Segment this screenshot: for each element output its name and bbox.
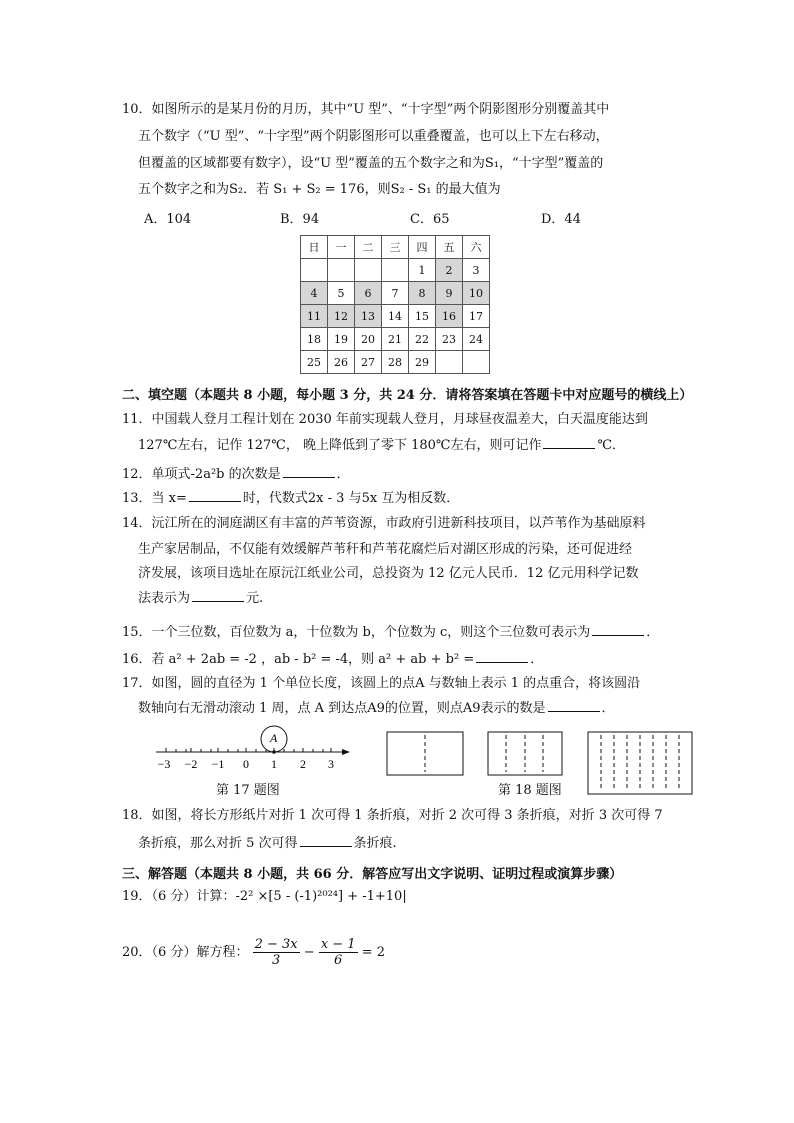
calendar-cell-shaded: 6 xyxy=(355,282,382,305)
q14-line-1: 14．沅江所在的洞庭湖区有丰富的芦苇资源，市政府引进新科技项目，以芦苇作为基础原料 xyxy=(122,516,646,531)
tick-label: 2 xyxy=(300,757,306,771)
calendar-cell-shaded: 16 xyxy=(436,305,463,328)
calendar-cell: 20 xyxy=(355,328,382,351)
q14-text-a: 法表示为 xyxy=(138,591,191,606)
q16-end: ． xyxy=(530,652,544,667)
calendar-cell: 7 xyxy=(382,282,409,305)
q17-line-2 xyxy=(138,699,615,717)
q10-line-4: 五个数字之和为S₂．若 S₁ + S₂ = 176，则S₂ - S₁ 的最大值为 xyxy=(138,182,501,197)
q15-line xyxy=(122,623,659,641)
calendar-header-cell: 一 xyxy=(328,236,355,259)
number-line-figure xyxy=(150,722,360,772)
calendar-cell: 19 xyxy=(328,328,355,351)
calendar-cell: 22 xyxy=(409,328,436,351)
q13-text-a: 13．当 x= xyxy=(122,491,187,506)
calendar-cell: 24 xyxy=(463,328,490,351)
q11-line-1: 11．中国载人登月工程计划在 2030 年前实现载人登月，月球昼夜温差大，白天温度能达到 xyxy=(122,412,648,427)
q13-line xyxy=(122,489,459,507)
q17-text: 数轴向右无滑动滚动 1 周，点 A 到达点A9的位置，则点A9表示的数是 xyxy=(138,701,546,716)
q12-line xyxy=(122,465,350,483)
calendar-cell: 5 xyxy=(328,282,355,305)
section-2-title: 二、填空题（本题共 8 小题，每小题 3 分，共 24 分．请将答案填在答题卡中对应题号的横线上） xyxy=(122,388,693,403)
q10-line-1: 10．如图所示的是某月份的月历，其中“U 型”、“十字型”两个阴影图形分别覆盖其中 xyxy=(122,102,610,117)
q17-end: ． xyxy=(601,701,615,716)
q12-text: 12．单项式-2a²b 的次数是 xyxy=(122,467,281,482)
q14-text-b: 元. xyxy=(246,591,264,606)
calendar-cell xyxy=(382,259,409,282)
q15-answer-blank[interactable] xyxy=(592,623,644,636)
calendar-header-cell: 二 xyxy=(355,236,382,259)
tick-label: 0 xyxy=(243,757,249,771)
calendar-cell xyxy=(301,259,328,282)
q13-answer-blank[interactable] xyxy=(189,489,241,502)
q18-text-b: 条折痕. xyxy=(353,836,397,851)
q18-line-2 xyxy=(138,834,397,852)
calendar-row xyxy=(301,282,490,305)
q11-line-2 xyxy=(138,436,625,454)
calendar-cell: 15 xyxy=(409,305,436,328)
q16-text: 16．若 a² + 2ab = -2 ，ab - b² = -4，则 a² + ab + b² = xyxy=(122,652,475,667)
calendar-cell xyxy=(328,259,355,282)
calendar-cell: 21 xyxy=(382,328,409,351)
calendar-header-cell: 三 xyxy=(382,236,409,259)
q10-option-d: D．44 xyxy=(541,212,581,227)
q15-end: ． xyxy=(646,625,660,640)
q18-text-a: 条折痕，那么对折 5 次可得 xyxy=(138,836,298,851)
q12-answer-blank[interactable] xyxy=(283,465,335,478)
calendar-cell-shaded: 4 xyxy=(301,282,328,305)
calendar-cell: 25 xyxy=(301,351,328,374)
calendar-cell-shaded: 13 xyxy=(355,305,382,328)
q14-answer-blank[interactable] xyxy=(192,589,244,602)
calendar-cell xyxy=(355,259,382,282)
q16-answer-blank[interactable] xyxy=(476,650,528,663)
q14-line-2: 生产家居制品，不仅能有效缓解芦苇秆和芦苇花腐烂后对湖区形成的污染，还可促进经 xyxy=(138,542,633,557)
q10-option-a: A．104 xyxy=(144,212,192,227)
q10-line-3: 但覆盖的区域都要有数字），设“U 型”覆盖的五个数字之和为S₁，“十字型”覆盖的 xyxy=(138,156,604,171)
calendar-cell: 18 xyxy=(301,328,328,351)
calendar-header-cell: 五 xyxy=(436,236,463,259)
calendar-cell: 27 xyxy=(355,351,382,374)
axis-arrow xyxy=(342,749,350,755)
calendar-cell: 3 xyxy=(463,259,490,282)
q20-denominator-2: 6 xyxy=(334,953,343,968)
q20-fraction-2 xyxy=(319,937,358,968)
calendar-cell-shaded: 10 xyxy=(463,282,490,305)
calendar-table xyxy=(300,235,490,374)
point-a-label: A xyxy=(270,731,278,745)
calendar-row xyxy=(301,328,490,351)
q11-text: 127℃左右，记作 127℃， 晚上降低到了零下 180℃左右，则可记作 xyxy=(138,438,542,453)
q20-fraction-1 xyxy=(253,937,300,968)
q15-text: 15．一个三位数，百位数为 a，十位数为 b，个位数为 c，则这个三位数可表示为 xyxy=(122,625,591,640)
calendar-cell: 26 xyxy=(328,351,355,374)
calendar-cell-shaded: 2 xyxy=(436,259,463,282)
q11-unit: ℃． xyxy=(597,438,626,453)
q17-answer-blank[interactable] xyxy=(548,699,600,712)
calendar-cell: 1 xyxy=(409,259,436,282)
calendar-cell-shaded: 9 xyxy=(436,282,463,305)
calendar-row xyxy=(301,259,490,282)
q14-line-3: 济发展，该项目选址在原沅江纸业公司，总投资为 12 亿元人民币．12 亿元用科学记数 xyxy=(138,566,639,581)
calendar-cell: 29 xyxy=(409,351,436,374)
q10-line-2: 五个数字（“U 型”、“十字型”两个阴影图形可以重叠覆盖，也可以上下左右移动， xyxy=(138,129,609,144)
q18-answer-blank[interactable] xyxy=(300,834,352,847)
calendar-row xyxy=(301,305,490,328)
q20-minus: − xyxy=(303,945,315,960)
figure-18-caption: 第 18 题图 xyxy=(498,783,562,798)
tick-label: −2 xyxy=(184,757,198,771)
calendar-cell: 14 xyxy=(382,305,409,328)
point-a-dot xyxy=(272,750,276,754)
q10-option-b: B．94 xyxy=(280,212,320,227)
q17-line-1: 17．如图，圆的直径为 1 个单位长度，该圆上的点A 与数轴上表示 1 的点重合，将该圆沿 xyxy=(122,676,641,691)
q10-option-c: C．65 xyxy=(410,212,450,227)
tick-label: −3 xyxy=(157,757,171,771)
calendar-cell-shaded: 8 xyxy=(409,282,436,305)
q11-answer-blank[interactable] xyxy=(543,436,595,449)
q12-end: ． xyxy=(336,467,350,482)
q16-line xyxy=(122,650,543,668)
calendar-header-cell: 日 xyxy=(301,236,328,259)
q20-denominator-1: 3 xyxy=(271,953,281,968)
calendar-cell: 28 xyxy=(382,351,409,374)
calendar-header-cell: 六 xyxy=(463,236,490,259)
q14-line-4 xyxy=(138,589,263,607)
calendar-cell: 23 xyxy=(436,328,463,351)
q18-line-1: 18．如图，将长方形纸片对折 1 次可得 1 条折痕，对折 2 次可得 3 条折痕，对折 3 次可得 7 xyxy=(122,808,663,823)
tick-label: −1 xyxy=(211,757,225,771)
q13-text-b: 时，代数式2x - 3 与5x 互为相反数． xyxy=(242,491,460,506)
q20-equals: = 2 xyxy=(361,945,386,960)
figure-17-caption: 第 17 题图 xyxy=(216,783,280,798)
q20-numerator-1: 2 − 3x xyxy=(254,937,298,952)
calendar-header-row xyxy=(301,236,490,259)
calendar-row xyxy=(301,351,490,374)
calendar-cell: 17 xyxy=(463,305,490,328)
q19-line: 19．（6 分）计算：-2² ×[5 - (-1)²⁰²⁴] + -1+10| xyxy=(122,889,407,904)
q20-text: 20．（6 分）解方程： xyxy=(122,945,249,960)
tick-label: 3 xyxy=(328,757,334,771)
section-3-title: 三、解答题（本题共 8 小题，共 66 分．解答应写出文字说明、证明过程或演算步骤） xyxy=(122,867,623,882)
calendar-cell xyxy=(436,351,463,374)
calendar-cell-shaded: 12 xyxy=(328,305,355,328)
tick-label: 1 xyxy=(271,757,277,771)
calendar-cell xyxy=(463,351,490,374)
q20-line xyxy=(122,936,385,970)
calendar-header-cell: 四 xyxy=(409,236,436,259)
q20-numerator-2: x − 1 xyxy=(320,937,356,952)
calendar-cell-shaded: 11 xyxy=(301,305,328,328)
